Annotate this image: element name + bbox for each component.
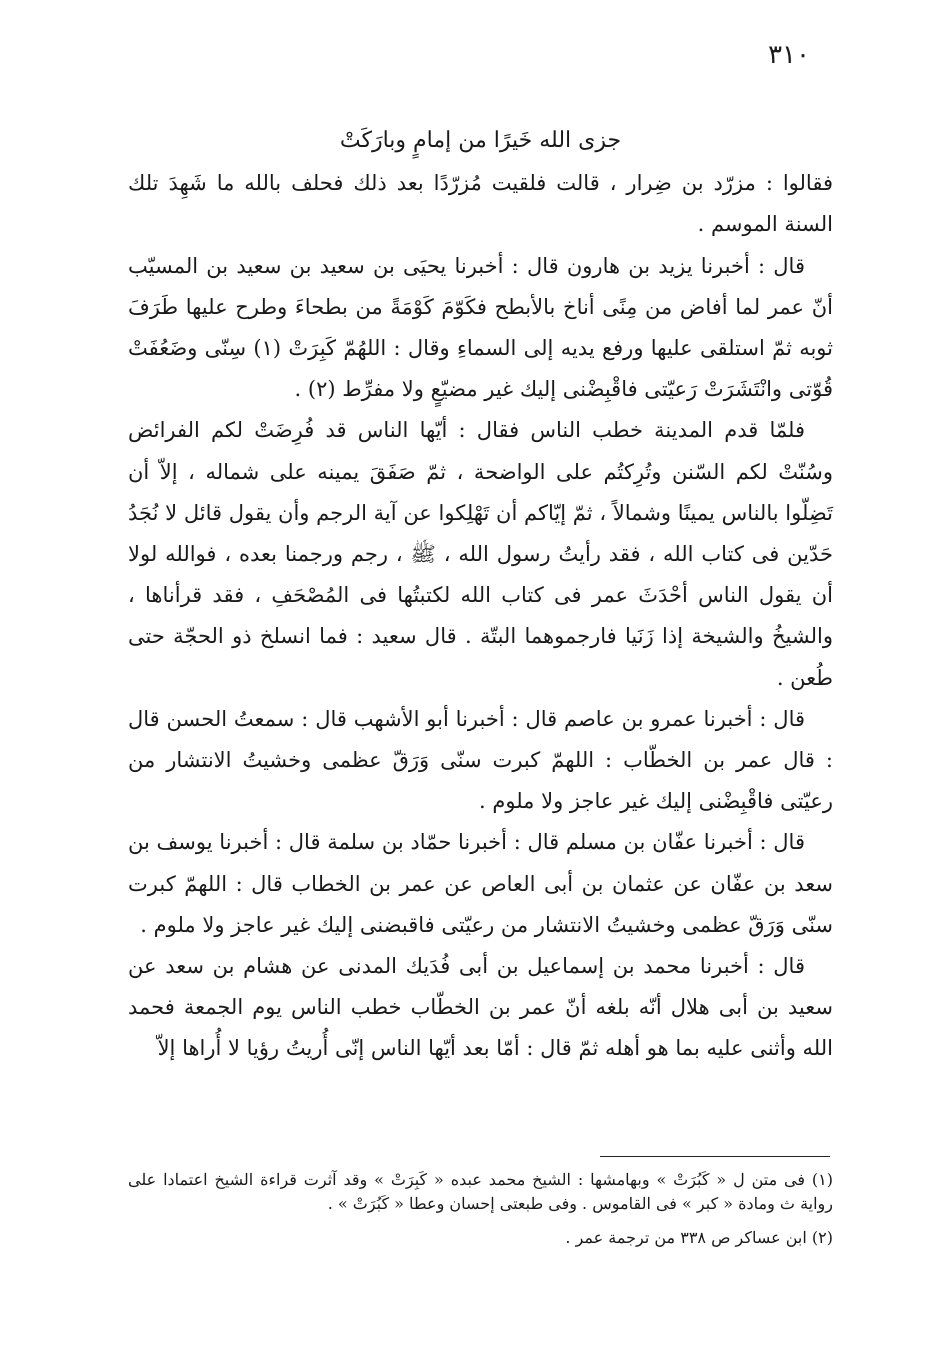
paragraph-1: فقالوا : مزرّد بن ضِرار ، قالت فلقيت مُزرّدًا بعد ذلك فحلف بالله ما شَهِدَ تلك السنة الموسم .	[128, 171, 833, 237]
page-number: ٣١٠	[768, 40, 810, 70]
footnote-2: (٢) ابن عساكر ص ٣٣٨ من ترجمة عمر .	[565, 1228, 833, 1247]
paragraph-3: فلمّا قدم المدينة خطب الناس فقال : أيّها الناس قد فُرِضَتْ لكم الفرائض وسُنّتْ لكم السّنن وتُرِكتُم على الواضحة ، ثمّ صَفَقَ يمينه على شماله ، إلاّ أن تَضِلّوا بالناس يمينًا وشمالاً ، ثمّ إيّاكم أن تَهْلِكوا عن آية الرجم وأن يقول قائل لا نُجَدُ حَدّين فى كتاب الله ، فقد رأيتُ رسول الله ، ﷺ ، رجم ورجمنا بعده ، فوالله لولا أن يقول الناس أحْدَثَ عمر فى كتاب الله لكتبتُها فى المُصْحَفِ ، فقد قرأناها ، والشيخُ والشيخة إذا زَنَيا فارجموهما البتّة . قال سعيد : فما انسلخ ذو الحجّة حتى طُعن .	[128, 418, 833, 690]
paragraph-2: قال : أخبرنا يزيد بن هارون قال : أخبرنا يحيَى بن سعيد بن سعيد بن المسيّب أنّ عمر لما أفاض من مِنًى أناخ بالأبطح فكَوّمَ كَوْمَةً من بطحاءَ وطرح عليها طَرَفَ ثوبه ثمّ استلقى عليها ورفع يديه إلى السماءِ وقال : اللهُمّ كَبِرَتْ (١) سِنّى وضَعُفَتْ قُوّتى وانْتَشَرَتْ رَعيّتى فاقْبِضْنى إليك غير مضيّعٍ ولا مفرِّط (٢) .	[128, 253, 834, 402]
paragraph-6: قال : أخبرنا محمد بن إسماعيل بن أبى فُدَيك المدنى عن هشام بن سعد عن سعيد بن أبى هلال أنّه بلغه أنّ عمر بن الخطّاب خطب الناس يوم الجمعة فحمد الله وأثنى عليه بما هو أهله ثمّ قال : أمّا بعد أيّها الناس إنّى أُريتُ رؤيا لا أُراها إلاّ	[128, 954, 833, 1061]
footnote-1: (١) فى متن ل « كَبُرَتْ » وبهامشها : الشيخ محمد عبده « كَبِرَتْ » وقد آثرت قراءة الشيخ اعتمادا على رواية ث ومادة « كبر » فى القاموس . وفى طبعتى إحسان وعطا « كَبُرَتْ » .	[128, 1170, 833, 1213]
poem-verse: جزى الله خَيرًا من إمامٍ وبارَكَتْ	[339, 128, 622, 153]
paragraph-5: قال : أخبرنا عفّان بن مسلم قال : أخبرنا حمّاد بن سلمة قال : أخبرنا يوسف بن سعد بن عفّان عن عثمان بن أبى العاص عن عمر بن الخطاب قال : اللهمّ كبرت سنّى وَرَقّ عظمى وخشيتُ الانتشار من رعيّتى فاقبضنى إليك غير عاجز ولا ملوم .	[128, 830, 833, 937]
footnote-divider	[600, 1156, 830, 1157]
main-text	[128, 120, 833, 1070]
paragraph-4: قال : أخبرنا عمرو بن عاصم قال : أخبرنا أبو الأشهب قال : سمعتُ الحسن قال : قال عمر بن الخطّاب : اللهمّ كبرت سنّى وَرَقّ عظمى وخشيتُ الانتشار من رعيّتى فاقْبِضْنى إليك غير عاجز ولا ملوم .	[128, 706, 833, 814]
footnotes	[128, 1168, 833, 1260]
